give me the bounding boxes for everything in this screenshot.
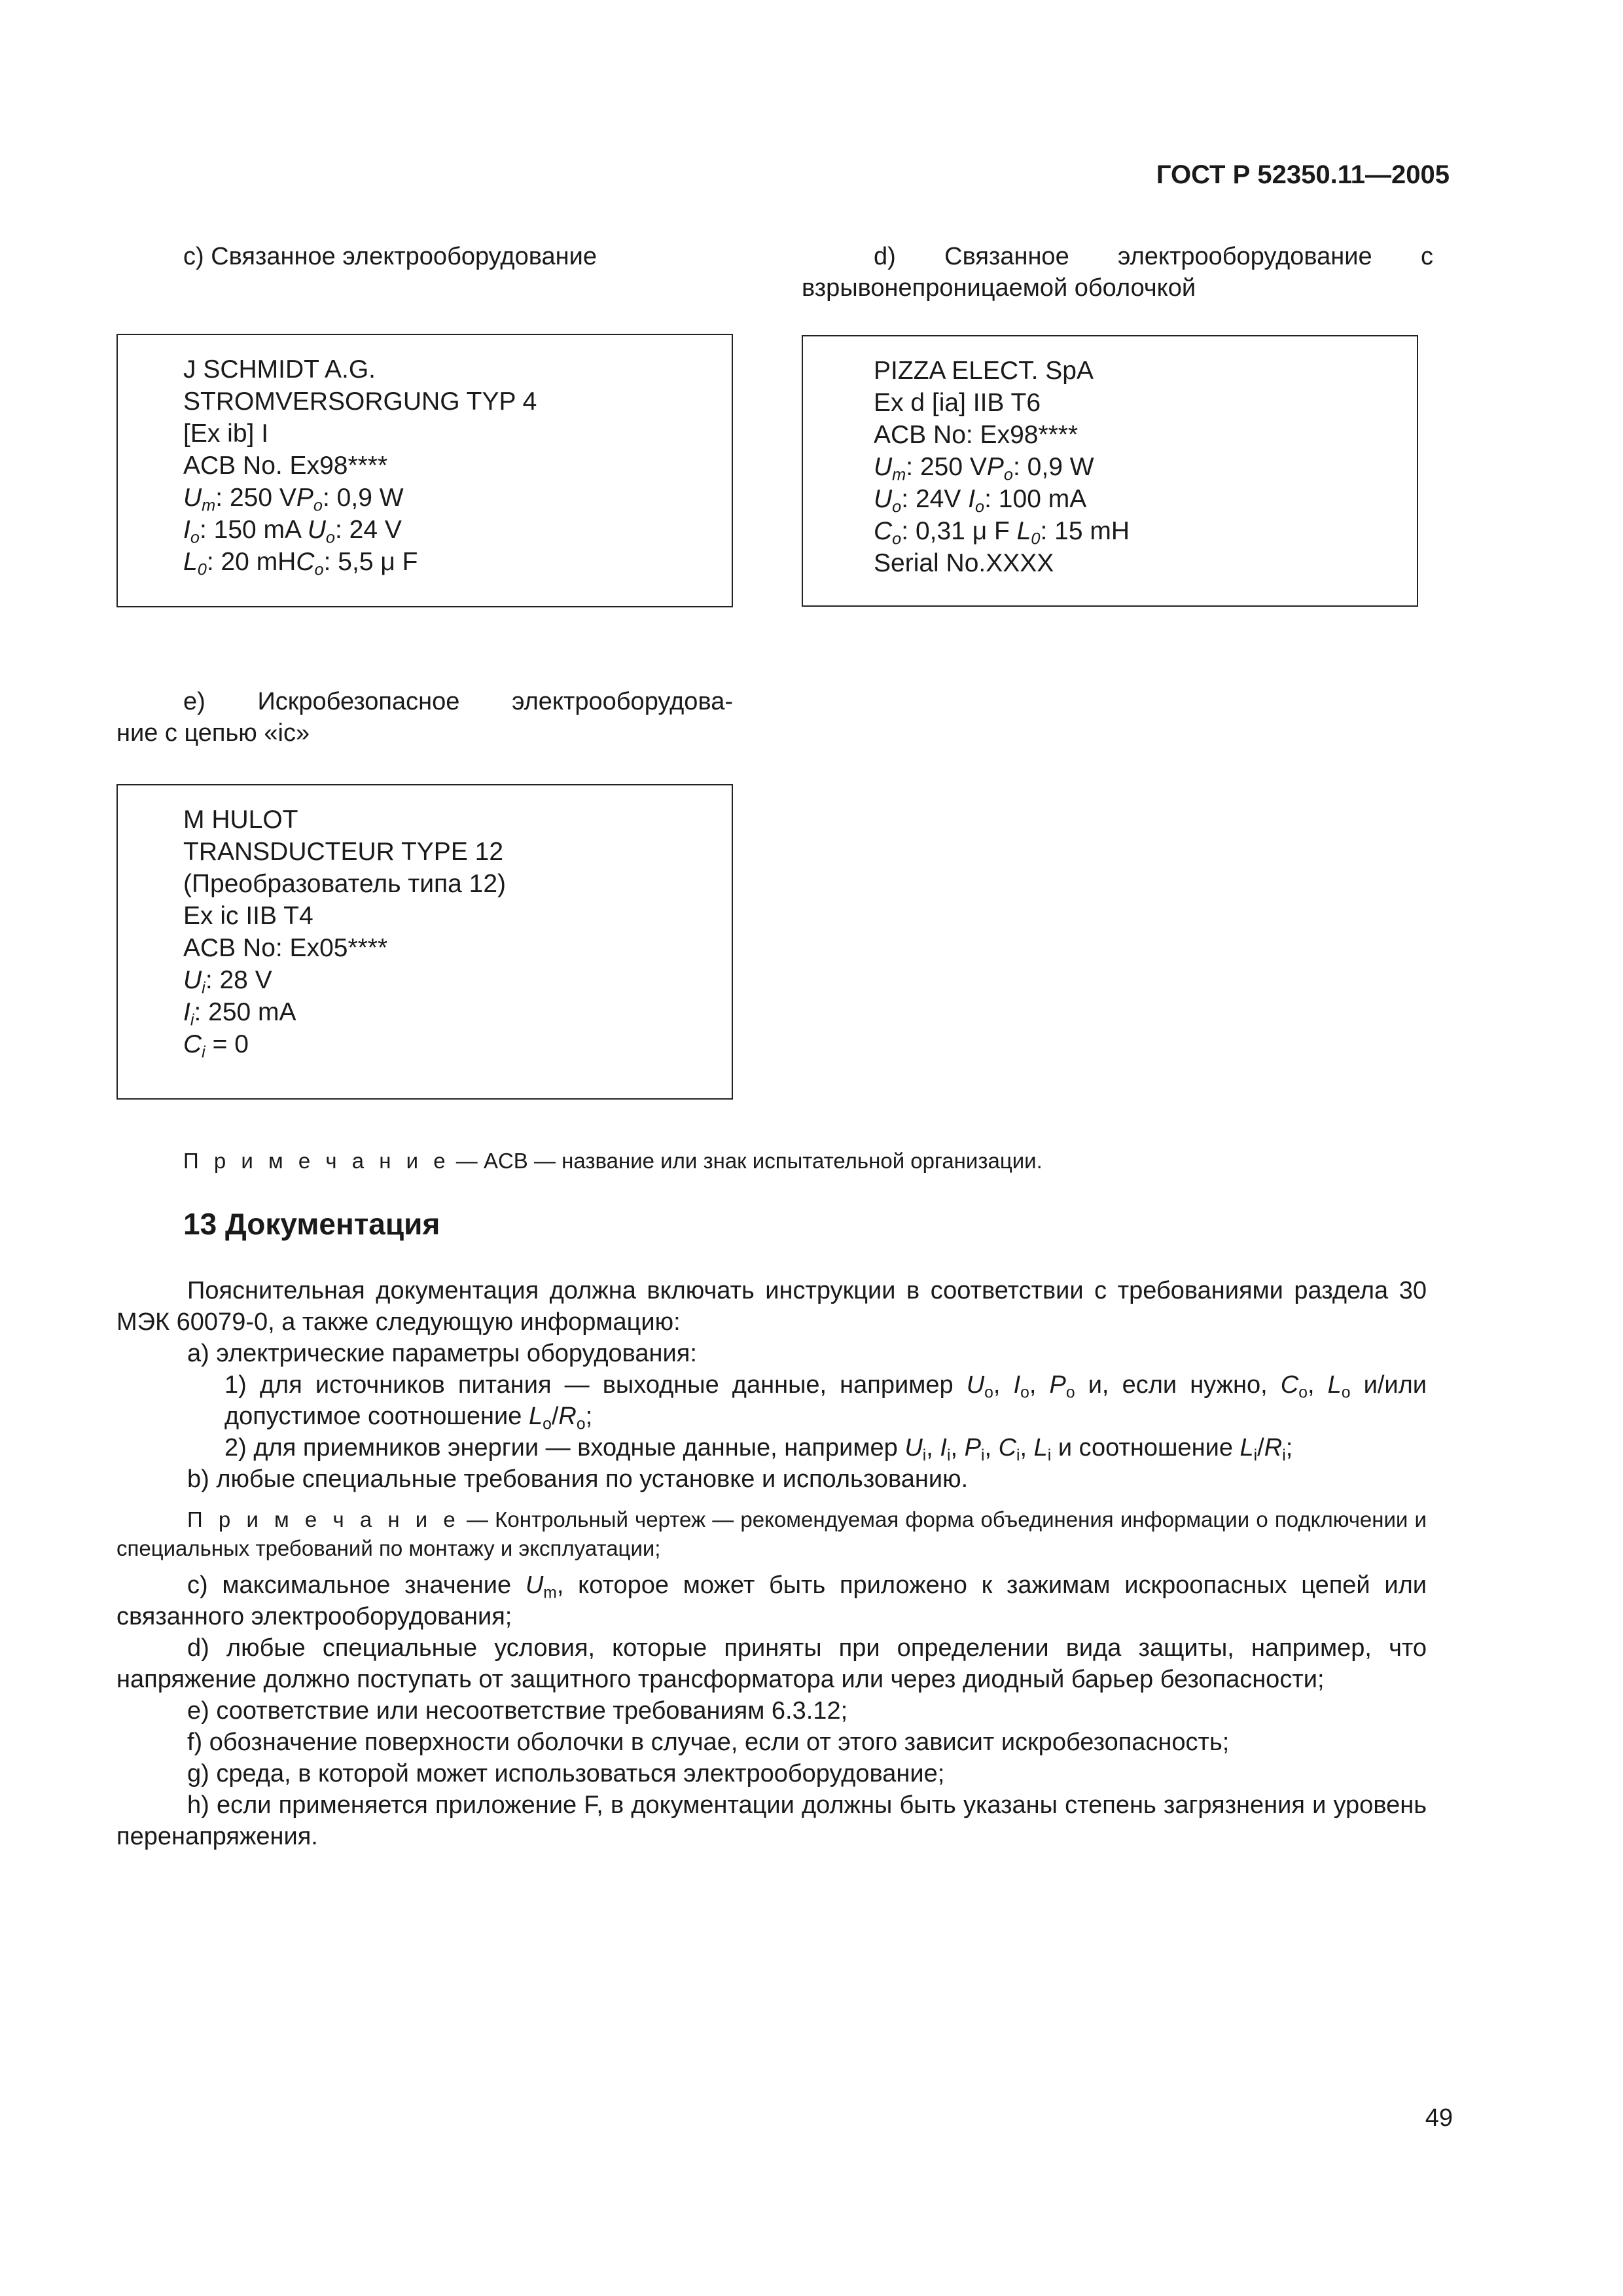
- box-e-ci: $C_i = 0$: [183, 1030, 249, 1062]
- box-c-um-po: $U_m$: 250 $VP_o$: 0,9 W: [183, 484, 404, 515]
- doc-item-h: h) если применяется приложение F, в документации должны быть указаны степень загрязнения и уровень перенапряжения.: [116, 1791, 1427, 1850]
- box-c-protection: [Ex ib] I: [183, 420, 269, 448]
- box-e-ui: $U_i$: 28 V: [183, 966, 272, 997]
- box-c-certificate: ACB No. Ex98****: [183, 452, 388, 480]
- box-e-type-ru: (Преобразователь типа 12): [183, 870, 507, 898]
- caption-d-line2: взрывонепроницаемой оболочкой: [802, 274, 1196, 302]
- standard-number: ГОСТ Р 52350.11—2005: [1156, 160, 1450, 189]
- caption-e-line2: ние с цепью «ic»: [116, 719, 310, 747]
- marking-box-c: [116, 334, 733, 607]
- marking-box-e: [116, 784, 733, 1100]
- doc-item-e: e) соответствие или несоответствие требованиям 6.3.12;: [187, 1697, 848, 1725]
- documentation-body: [116, 1275, 1427, 1852]
- box-c-manufacturer: J SCHMIDT A.G.: [183, 355, 376, 384]
- box-d-uo-io: $U_o$: 24V $I_o$: 100 mA: [874, 485, 1087, 516]
- box-d-co-l0: $C_o$: 0,31 μ F $L_0$: 15 mH: [874, 517, 1130, 548]
- box-d-protection: Ex d [ia] IIB T6: [874, 389, 1041, 417]
- box-e-type: TRANSDUCTEUR TYPE 12: [183, 838, 504, 866]
- box-c-type: STROMVERSORGUNG TYP 4: [183, 387, 537, 416]
- note-acb: П р и м е ч а н и е — ACB — название или знак испытательной организации.: [183, 1149, 1043, 1173]
- box-c-io-uo: $I_o$: 150 mA $U_o$: 24 V: [183, 516, 402, 547]
- box-e-certificate: ACB No: Ex05****: [183, 934, 388, 962]
- caption-c: c) Связанное электрооборудование: [183, 243, 597, 270]
- doc-item-b: b) любые специальные требования по установке и использованию.: [187, 1465, 969, 1493]
- box-e-manufacturer: M HULOT: [183, 806, 298, 834]
- box-d-serial: Serial No.XXXX: [874, 549, 1054, 577]
- box-e-ii: $I_i$: 250 mA: [183, 998, 296, 1030]
- box-c-l0-co: $L_0$: 20 mHC$_o$: 5,5 μ F: [183, 548, 418, 579]
- doc-item-g: g) среда, в которой может использоваться электрооборудование;: [187, 1760, 945, 1787]
- doc-note: П р и м е ч а н и е — Контрольный чертеж — рекомендуемая форма объединения информации о подключении и специальных требований по монтажу и эксплуатации;: [116, 1507, 1427, 1560]
- doc-item-c: с) максимальное значение $U_m$, которое может быть приложено к зажимам искроопасных цепей или связанного электрооборудования;: [116, 1571, 1427, 1630]
- box-d-certificate: ACB No: Ex98****: [874, 421, 1079, 449]
- caption-e: [116, 686, 733, 749]
- page-number: 49: [1425, 2104, 1453, 2132]
- caption-d: [802, 241, 1433, 304]
- box-d-um-po: $U_m$: 250 $VP_o$: 0,9 W: [874, 453, 1094, 484]
- caption-d-line1: d) Связанное электрооборудование с: [874, 243, 1433, 270]
- marking-box-d: [802, 335, 1418, 607]
- box-e-protection: Ex ic IIB T4: [183, 902, 313, 930]
- doc-item-f: f) обозначение поверхности оболочки в случае, если от этого зависит искробезопасность;: [187, 1729, 1230, 1756]
- caption-e-line1: e) Искробезопасное электрооборудова-: [183, 688, 733, 715]
- doc-item-a1: 1) для источников питания — выходные данные, например $U_o$, $I_o$, $P_o$ и, если нужно, $C_o$, $L_o$ и/или допустимое соотношение $L_o/R_o$;: [224, 1371, 1427, 1433]
- doc-intro: Пояснительная документация должна включать инструкции в соответствии с требованиями раздела 30 МЭК 60079-0, а также следующую информацию:: [116, 1277, 1427, 1336]
- doc-item-a: а) электрические параметры оборудования:: [187, 1340, 697, 1367]
- doc-item-d: d) любые специальные условия, которые приняты при определении вида защиты, например, что напряжение должно поступать от защитного трансформатора или через диодный барьер безопасности;: [116, 1634, 1427, 1693]
- section-title: 13 Документация: [183, 1207, 440, 1241]
- box-d-manufacturer: PIZZA ELECT. SpA: [874, 357, 1094, 385]
- doc-item-a2: 2) для приемников энергии — входные данные, например $U_i$, $I_i$, $P_i$, $C_i$, $L_i$ и соотношение $L_i/R_i$;: [224, 1434, 1293, 1465]
